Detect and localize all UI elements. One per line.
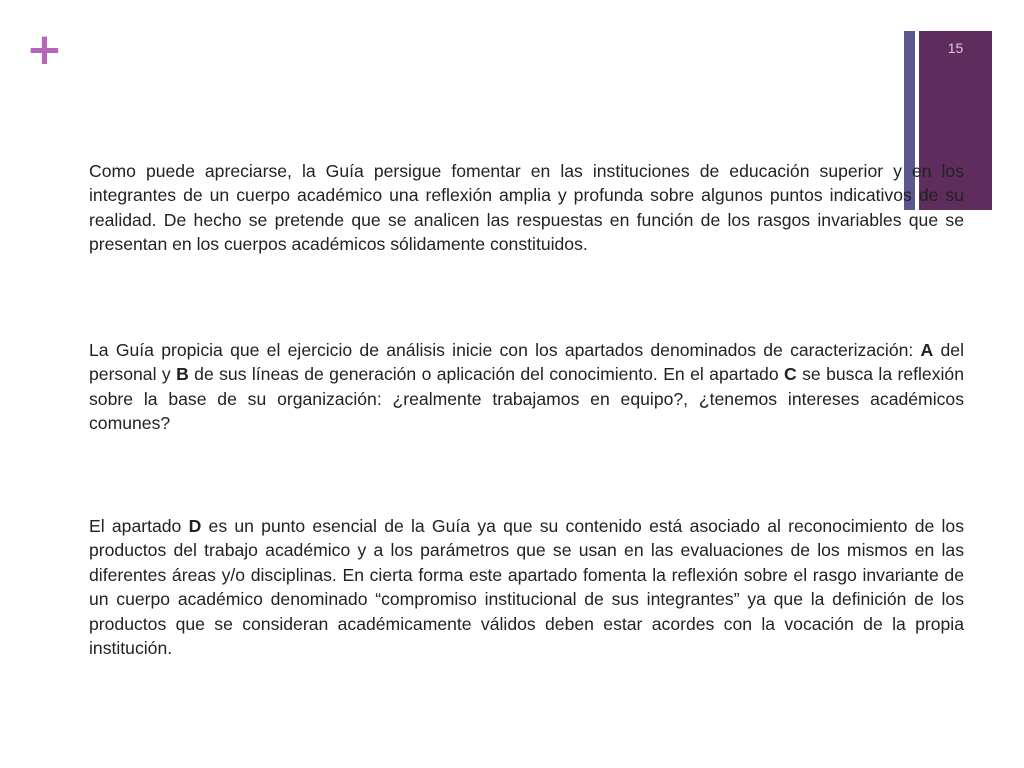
paragraph-2-text-d: se busca la reflexión sobre la base de su organización: ¿realmente trabajamos en equipo?, ¿tenemos intereses académicos comunes? [89,364,964,434]
section-label-c: C [784,364,797,385]
section-label-d: D [188,516,202,536]
section-label-a: A [920,340,934,360]
paragraph-2-text-b: del personal y [89,340,964,385]
paragraph-1 [89,159,964,257]
paragraph-3 [89,514,964,660]
slide-number: 15 [947,40,964,56]
paragraph-2 [89,338,964,436]
section-label-b: B [176,364,189,385]
paragraph-3-text-a: El apartado [89,516,189,536]
plus-icon: + [26,24,63,75]
paragraph-1-text: Como puede apreciarse, la Guía persigue fomentar en las instituciones de educación superior y en los integrantes de un cuerpo académico una reflexión amplia y profunda sobre algunos puntos indicativos de su realidad. De hecho se pretende que se analicen las respuestas en función de los rasgos invariables que se presentan en los cuerpos académicos sólidamente constituidos. [89,161,964,255]
paragraph-2-text-a: La Guía propicia que el ejercicio de análisis inicie con los apartados denominados de caracterización: [89,340,921,360]
paragraph-3-text-b: es un punto esencial de la Guía ya que su contenido está asociado al reconocimiento de los productos del trabajo académico y a los parámetros que se usan en las evaluaciones de los mismos en las diferentes áreas y/o disciplinas. En cierta forma este apartado fomenta la reflexión sobre el rasgo invariante de un cuerpo académico denominado “compromiso institucional de sus integrantes” ya que la definición de los productos que se consideran académicamente válidos deben estar acordes con la vocación de la propia institución. [89,516,964,659]
paragraph-2-text-c: de sus líneas de generación o aplicación del conocimiento. En el apartado [188,364,785,385]
